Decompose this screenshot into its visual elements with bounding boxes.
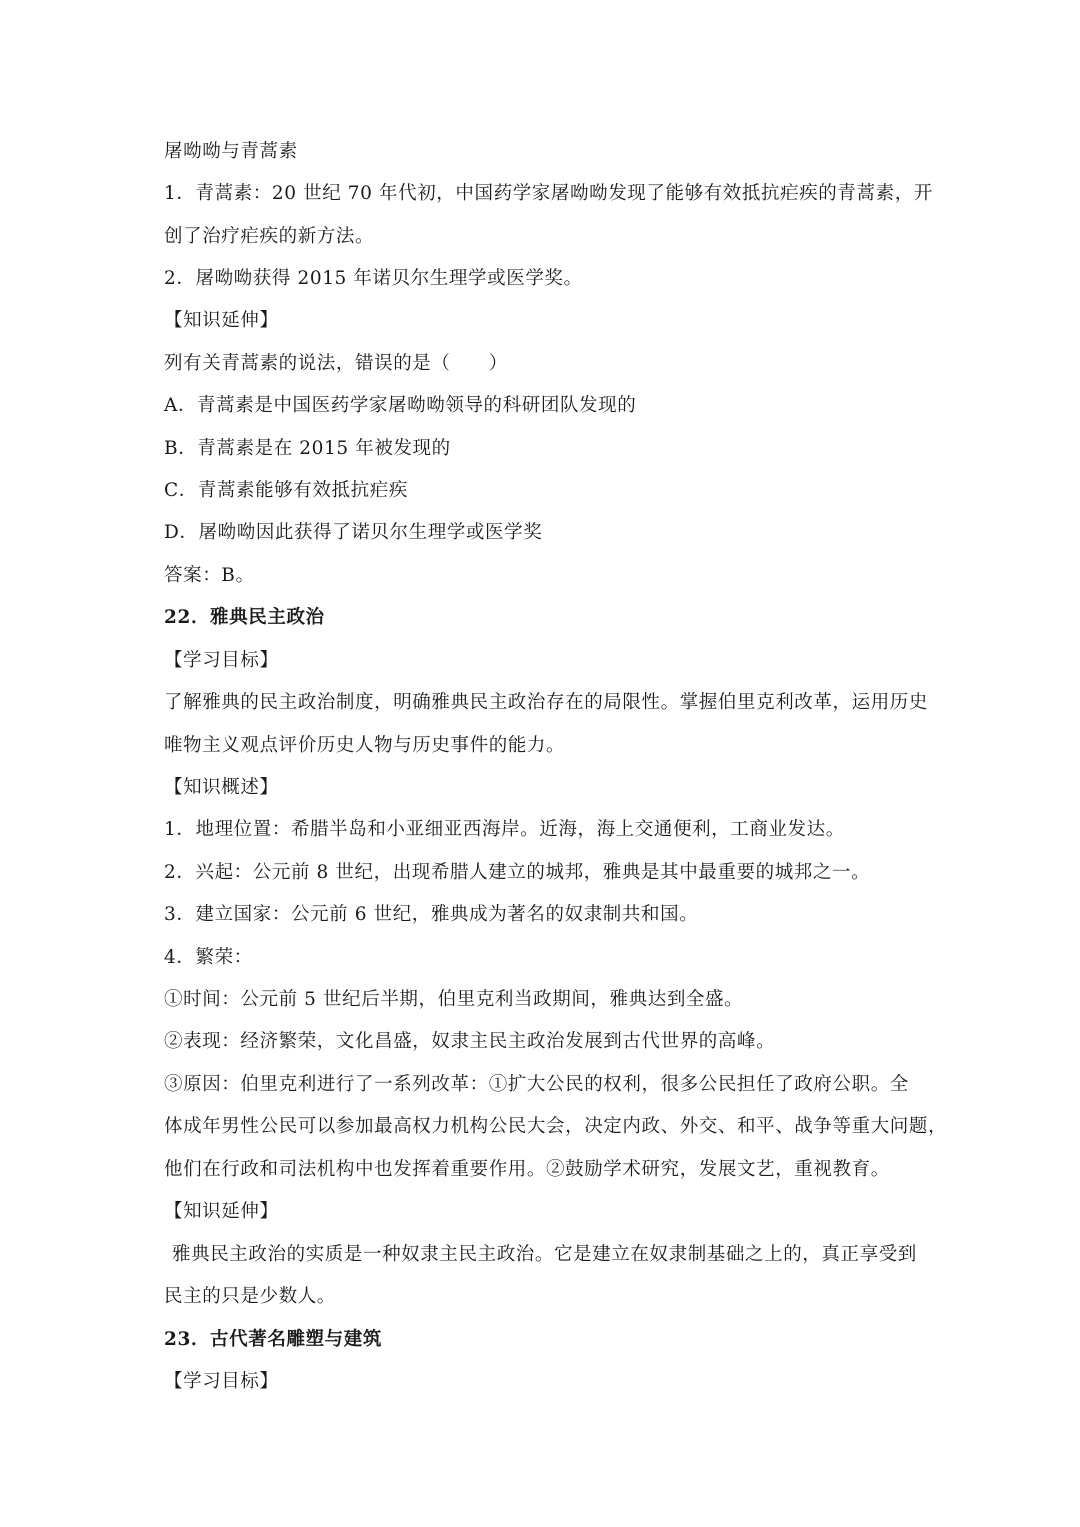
text-line: 3．建立国家：公元前 6 世纪，雅典成为著名的奴隶制共和国。 — [164, 904, 699, 925]
text-line: 他们在行政和司法机构中也发挥着重要作用。②鼓励学术研究，发展文艺，重视教育。 — [164, 1159, 890, 1180]
option-a: A．青蒿素是中国医药学家屠呦呦领导的科研团队发现的 — [164, 395, 637, 416]
section-label: 【知识概述】 — [164, 777, 279, 798]
option-b: B．青蒿素是在 2015 年被发现的 — [164, 438, 451, 459]
section-label: 【知识延伸】 — [164, 1201, 279, 1222]
section-heading-tu-youyou: 屠呦呦与青蒿素 — [164, 141, 298, 162]
text-line: 雅典民主政治的实质是一种奴隶主民主政治。它是建立在奴隶制基础之上的，真正享受到 — [172, 1244, 917, 1265]
section-label: 【学习目标】 — [164, 650, 279, 671]
text-line: 体成年男性公民可以参加最高权力机构公民大会，决定内政、外交、和平、战争等重大问题， — [164, 1116, 948, 1137]
option-c: C．青蒿素能够有效抵抗疟疾 — [164, 480, 408, 501]
section-title-22: 22．雅典民主政治 — [164, 607, 325, 628]
answer: 答案：B。 — [164, 565, 255, 586]
option-d: D．屠呦呦因此获得了诺贝尔生理学或医学奖 — [164, 522, 543, 543]
text-line: 了解雅典的民主政治制度，明确雅典民主政治存在的局限性。掌握伯里克利改革，运用历史 — [164, 692, 929, 713]
section-title-23: 23．古代著名雕塑与建筑 — [164, 1329, 382, 1350]
text-line: 1．地理位置：希腊半岛和小亚细亚西海岸。近海，海上交通便利，工商业发达。 — [164, 819, 845, 840]
text-line: ②表现：经济繁荣，文化昌盛，奴隶主民主政治发展到古代世界的高峰。 — [164, 1031, 776, 1052]
text-line: 4．繁荣： — [164, 947, 253, 968]
text-line: 1．青蒿素：20 世纪 70 年代初，中国药学家屠呦呦发现了能够有效抵抗疟疾的青蒿素，开 — [164, 183, 933, 204]
text-line: ①时间：公元前 5 世纪后半期，伯里克利当政期间，雅典达到全盛。 — [164, 989, 744, 1010]
text-line: 唯物主义观点评价历史人物与历史事件的能力。 — [164, 735, 566, 756]
text-line: 创了治疗疟疾的新方法。 — [164, 226, 375, 247]
question-stem: 列有关青蒿素的说法，错误的是（ ） — [164, 353, 508, 374]
text-line: 民主的只是少数人。 — [164, 1286, 336, 1307]
text-line: 2．屠呦呦获得 2015 年诺贝尔生理学或医学奖。 — [164, 268, 583, 289]
text-line: 2．兴起：公元前 8 世纪，出现希腊人建立的城邦，雅典是其中最重要的城邦之一。 — [164, 862, 871, 883]
text-line: ③原因：伯里克利进行了一系列改革：①扩大公民的权利，很多公民担任了政府公职。全 — [164, 1074, 909, 1095]
section-label: 【知识延伸】 — [164, 310, 279, 331]
section-label: 【学习目标】 — [164, 1371, 279, 1392]
